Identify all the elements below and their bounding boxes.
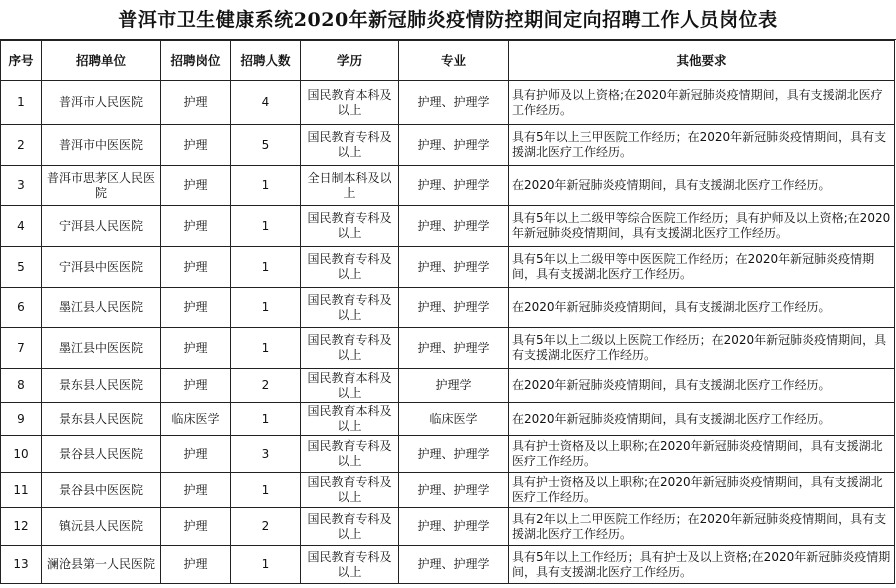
education-cell[interactable]: 国民教育专科及以上 xyxy=(301,473,399,508)
table-row xyxy=(1,436,895,473)
count-cell[interactable]: 1 xyxy=(231,328,301,369)
header-no: 序号 xyxy=(1,41,42,81)
post-cell[interactable]: 护理 xyxy=(161,436,231,473)
count-cell[interactable]: 5 xyxy=(231,125,301,166)
unit-cell[interactable]: 墨江县中医医院 xyxy=(42,328,161,369)
post-cell[interactable]: 护理 xyxy=(161,247,231,288)
row-number[interactable]: 12 xyxy=(1,508,42,546)
post-cell[interactable]: 护理 xyxy=(161,166,231,206)
education-cell[interactable]: 国民教育专科及以上 xyxy=(301,125,399,166)
education-cell[interactable]: 国民教育专科及以上 xyxy=(301,247,399,288)
table-row xyxy=(1,166,895,206)
header-row xyxy=(1,41,895,81)
education-cell[interactable]: 国民教育本科及以上 xyxy=(301,81,399,125)
table-row xyxy=(1,247,895,288)
count-cell[interactable]: 4 xyxy=(231,81,301,125)
count-cell[interactable]: 1 xyxy=(231,473,301,508)
count-cell[interactable]: 2 xyxy=(231,508,301,546)
requirements-cell[interactable]: 具有护士资格及以上职称;在2020年新冠肺炎疫情期间，具有支援湖北医疗工作经历。 xyxy=(509,473,895,508)
row-number[interactable]: 13 xyxy=(1,546,42,584)
requirements-cell[interactable]: 具有2年以上二甲医院工作经历；在2020年新冠肺炎疫情期间，具有支援湖北医疗工作经历。 xyxy=(509,508,895,546)
major-cell[interactable]: 护理、护理学 xyxy=(399,288,509,328)
header-post: 招聘岗位 xyxy=(161,41,231,81)
requirements-cell[interactable]: 具有5年以上二级以上医院工作经历；在2020年新冠肺炎疫情期间，具有支援湖北医疗工作经历。 xyxy=(509,328,895,369)
count-cell[interactable]: 1 xyxy=(231,166,301,206)
requirements-cell[interactable]: 具有5年以上三甲医院工作经历；在2020年新冠肺炎疫情期间，具有支援湖北医疗工作经历。 xyxy=(509,125,895,166)
requirements-cell[interactable]: 具有护士资格及以上职称;在2020年新冠肺炎疫情期间，具有支援湖北医疗工作经历。 xyxy=(509,436,895,473)
major-cell[interactable]: 护理、护理学 xyxy=(399,81,509,125)
unit-cell[interactable]: 景东县人民医院 xyxy=(42,403,161,436)
row-number[interactable]: 11 xyxy=(1,473,42,508)
header-unit: 招聘单位 xyxy=(42,41,161,81)
unit-cell[interactable]: 普洱市人民医院 xyxy=(42,81,161,125)
table-row xyxy=(1,125,895,166)
row-number[interactable]: 4 xyxy=(1,206,42,247)
header-count: 招聘人数 xyxy=(231,41,301,81)
education-cell[interactable]: 国民教育专科及以上 xyxy=(301,436,399,473)
header-requirements: 其他要求 xyxy=(509,41,895,81)
row-number[interactable]: 10 xyxy=(1,436,42,473)
count-cell[interactable]: 1 xyxy=(231,288,301,328)
row-number[interactable]: 9 xyxy=(1,403,42,436)
unit-cell[interactable]: 宁洱县人民医院 xyxy=(42,206,161,247)
row-number[interactable]: 1 xyxy=(1,81,42,125)
table-row xyxy=(1,206,895,247)
post-cell[interactable]: 护理 xyxy=(161,288,231,328)
count-cell[interactable]: 1 xyxy=(231,403,301,436)
post-cell[interactable]: 护理 xyxy=(161,369,231,403)
education-cell[interactable]: 国民教育本科及以上 xyxy=(301,403,399,436)
row-number[interactable]: 7 xyxy=(1,328,42,369)
education-cell[interactable]: 国民教育本科及以上 xyxy=(301,369,399,403)
education-cell[interactable]: 国民教育专科及以上 xyxy=(301,206,399,247)
major-cell[interactable]: 护理、护理学 xyxy=(399,436,509,473)
requirements-cell[interactable]: 具有5年以上工作经历；具有护士及以上资格;在2020年新冠肺炎疫情期间，具有支援湖北医疗工作经历。 xyxy=(509,546,895,584)
major-cell[interactable]: 护理、护理学 xyxy=(399,328,509,369)
post-cell[interactable]: 护理 xyxy=(161,546,231,584)
major-cell[interactable]: 护理学 xyxy=(399,369,509,403)
table-row xyxy=(1,508,895,546)
count-cell[interactable]: 1 xyxy=(231,247,301,288)
major-cell[interactable]: 护理、护理学 xyxy=(399,546,509,584)
table-row xyxy=(1,369,895,403)
requirements-cell[interactable]: 具有5年以上二级甲等中医医院工作经历；在2020年新冠肺炎疫情期间，具有支援湖北医疗工作经历。 xyxy=(509,247,895,288)
unit-cell[interactable]: 普洱市中医医院 xyxy=(42,125,161,166)
major-cell[interactable]: 护理、护理学 xyxy=(399,473,509,508)
unit-cell[interactable]: 景谷县人民医院 xyxy=(42,436,161,473)
count-cell[interactable]: 3 xyxy=(231,436,301,473)
row-number[interactable]: 5 xyxy=(1,247,42,288)
count-cell[interactable]: 1 xyxy=(231,206,301,247)
post-cell[interactable]: 护理 xyxy=(161,473,231,508)
requirements-cell[interactable]: 在2020年新冠肺炎疫情期间，具有支援湖北医疗工作经历。 xyxy=(509,288,895,328)
row-number[interactable]: 3 xyxy=(1,166,42,206)
post-cell[interactable]: 护理 xyxy=(161,125,231,166)
unit-cell[interactable]: 镇沅县人民医院 xyxy=(42,508,161,546)
table-row xyxy=(1,328,895,369)
row-number[interactable]: 6 xyxy=(1,288,42,328)
count-cell[interactable]: 2 xyxy=(231,369,301,403)
table-row xyxy=(1,288,895,328)
row-number[interactable]: 8 xyxy=(1,369,42,403)
requirements-cell[interactable]: 在2020年新冠肺炎疫情期间，具有支援湖北医疗工作经历。 xyxy=(509,369,895,403)
major-cell[interactable]: 临床医学 xyxy=(399,403,509,436)
unit-cell[interactable]: 普洱市思茅区人民医院 xyxy=(42,166,161,206)
positions-table xyxy=(0,40,895,584)
count-cell[interactable]: 1 xyxy=(231,546,301,584)
major-cell[interactable]: 护理、护理学 xyxy=(399,247,509,288)
major-cell[interactable]: 护理、护理学 xyxy=(399,206,509,247)
unit-cell[interactable]: 墨江县人民医院 xyxy=(42,288,161,328)
table-row xyxy=(1,81,895,125)
post-cell[interactable]: 护理 xyxy=(161,206,231,247)
table-row xyxy=(1,473,895,508)
page-title: 普洱市卫生健康系统2020年新冠肺炎疫情防控期间定向招聘工作人员岗位表 xyxy=(0,0,896,40)
education-cell[interactable]: 国民教育专科及以上 xyxy=(301,328,399,369)
education-cell[interactable]: 全日制本科及以上 xyxy=(301,166,399,206)
post-cell[interactable]: 护理 xyxy=(161,508,231,546)
requirements-cell[interactable]: 具有5年以上二级甲等综合医院工作经历；具有护师及以上资格;在2020年新冠肺炎疫情期间，具有支援湖北医疗工作经历。 xyxy=(509,206,895,247)
unit-cell[interactable]: 宁洱县中医医院 xyxy=(42,247,161,288)
major-cell[interactable]: 护理、护理学 xyxy=(399,166,509,206)
education-cell[interactable]: 国民教育专科及以上 xyxy=(301,546,399,584)
post-cell[interactable]: 护理 xyxy=(161,81,231,125)
unit-cell[interactable]: 景东县人民医院 xyxy=(42,369,161,403)
row-number[interactable]: 2 xyxy=(1,125,42,166)
post-cell[interactable]: 临床医学 xyxy=(161,403,231,436)
requirements-cell[interactable]: 在2020年新冠肺炎疫情期间，具有支援湖北医疗工作经历。 xyxy=(509,166,895,206)
education-cell[interactable]: 国民教育专科及以上 xyxy=(301,288,399,328)
requirements-cell[interactable]: 在2020年新冠肺炎疫情期间，具有支援湖北医疗工作经历。 xyxy=(509,403,895,436)
major-cell[interactable]: 护理、护理学 xyxy=(399,508,509,546)
table-row xyxy=(1,546,895,584)
education-cell[interactable]: 国民教育专科及以上 xyxy=(301,508,399,546)
major-cell[interactable]: 护理、护理学 xyxy=(399,125,509,166)
header-major: 专业 xyxy=(399,41,509,81)
requirements-cell[interactable]: 具有护师及以上资格;在2020年新冠肺炎疫情期间，具有支援湖北医疗工作经历。 xyxy=(509,81,895,125)
unit-cell[interactable]: 澜沧县第一人民医院 xyxy=(42,546,161,584)
header-education: 学历 xyxy=(301,41,399,81)
table-row xyxy=(1,403,895,436)
post-cell[interactable]: 护理 xyxy=(161,328,231,369)
unit-cell[interactable]: 景谷县中医医院 xyxy=(42,473,161,508)
